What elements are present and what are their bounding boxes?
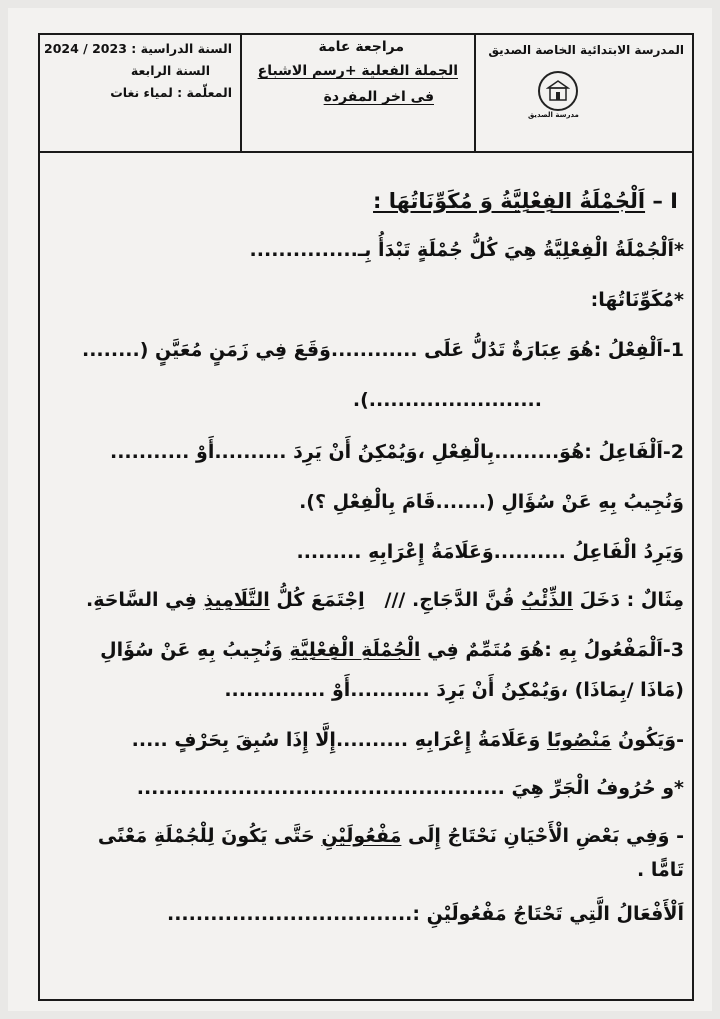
object-line-1-post: وَنُجِيبُ بِهِ عَنْ سُؤَالِ — [100, 639, 290, 661]
object-line-3 — [132, 729, 684, 751]
example-1-post: قُنَّ الدَّجَاجِ. /// — [384, 589, 522, 611]
grade-level: السنة الرابعة — [130, 63, 210, 78]
example-2-pre: اِجْتَمَعَ كُلُّ — [269, 589, 365, 611]
object-line-1-underlined: الْجُمْلَةِ الْفِعْلِيَّةِ — [289, 639, 421, 661]
subject-line-1: 2-اَلْفَاعِلُ :هُوَ.........بِالْفِعْلِ ،وَيُمْكِنُ أَنْ يَرِدَ ..........أَوْ ........... — [110, 441, 684, 463]
teacher-name: المعلّمة : لمياء نغات — [110, 85, 232, 100]
subject-line-3: وَيَرِدُ الْفَاعِلُ ..........وَعَلَامَةُ إِعْرَابِهِ ......... — [296, 541, 684, 563]
lesson-title-line1: الجملة الفعلية +رسم الاشباع — [257, 63, 458, 79]
object-line-5-underlined: مَفْعُولَيْنِ — [321, 825, 402, 847]
example-1-subject: الذِّئْبُ — [521, 589, 573, 611]
header-title-cell — [242, 35, 476, 151]
object-line-4: *و حُرُوفُ الْجَرِّ هِيَ ................................................... — [136, 777, 684, 799]
verb-line-1: 1-اَلْفِعْلُ :هُوَ عِبَارَةٌ تَدُلُّ عَلَى ............وَقَعَ فِي زَمَنٍ مُعَيَّنٍ (........ — [82, 339, 684, 361]
worksheet-frame — [38, 33, 694, 1001]
section-title: اَلْجُمْلَةُ الفِعْلِيَّةُ وَ مُكَوِّنَاتُهَا : — [373, 189, 646, 213]
worksheet-page — [8, 8, 712, 1011]
subject-line-2: وَنُجِيبُ بِهِ عَنْ سُؤَالِ (.......قَامَ بِالْفِعْلِ ؟). — [299, 491, 684, 513]
verb-line-2: ........................). — [352, 389, 542, 411]
object-line-3-underlined: مَنْصُوبًا — [546, 729, 612, 751]
review-title: مراجعة عامة — [318, 39, 404, 55]
header-school-cell — [476, 35, 692, 151]
example-label: مِثَالٌ : — [626, 589, 684, 611]
object-line-3-pre: -وَيَكُونُ — [611, 729, 684, 751]
lesson-title-line2: فى اخر المفردة — [323, 89, 434, 105]
header-info-cell — [40, 35, 242, 151]
object-line-7: اَلْأَفْعَالُ الَّتِي تَحْتَاجُ مَفْعُولَيْنِ :.................................. — [166, 903, 684, 925]
section-number: I – — [652, 189, 678, 213]
object-line-1-pre: 3-اَلْمَفْعُولُ بِهِ :هُوَ مُتَمِّمٌ فِي — [420, 639, 684, 661]
logo-caption: مدرسة الصديق — [528, 111, 579, 119]
school-year: السنة الدراسية : 2023 / 2024 — [44, 41, 232, 56]
example-1-pre: دَخَلَ — [572, 589, 621, 611]
section-heading — [373, 189, 678, 213]
object-line-5 — [98, 825, 684, 847]
object-line-5-post: حَتَّى يَكُونَ لِلْجُمْلَةِ مَعْنًى — [97, 825, 322, 847]
object-line-6: تَامًّا . — [637, 859, 684, 881]
object-line-1 — [100, 639, 684, 661]
worksheet-content — [40, 153, 692, 999]
header-table — [40, 35, 692, 153]
definition-line: *اَلْجُمْلَةُ الْفِعْلِيَّةُ هِيَ كُلُّ جُمْلَةٍ تَبْدَأُ بِـ............... — [249, 239, 684, 261]
subject-example — [86, 589, 684, 611]
school-name: المدرسة الابتدائية الخاصة الصديق — [488, 43, 684, 57]
example-2-subject: التَّلَامِيذِ — [203, 589, 270, 611]
object-line-3-post: وَعَلَامَةُ إِعْرَابِهِ ..........إِلَّا إِذَا سُبِقَ بِحَرْفٍ ..... — [131, 729, 547, 751]
school-logo-icon — [538, 71, 578, 111]
components-title: *مُكَوِّنَاتُهَا: — [590, 289, 684, 311]
object-line-5-pre: - وَفِي بَعْضِ الْأَحْيَانِ نَحْتَاجُ إِلَى — [401, 825, 684, 847]
object-line-2: (مَاذَا /بِمَاذَا) ،وَيُمْكِنُ أَنْ يَرِدَ ...........أَوْ .............. — [224, 679, 684, 701]
example-2-post: فِي السَّاحَةِ. — [85, 589, 204, 611]
